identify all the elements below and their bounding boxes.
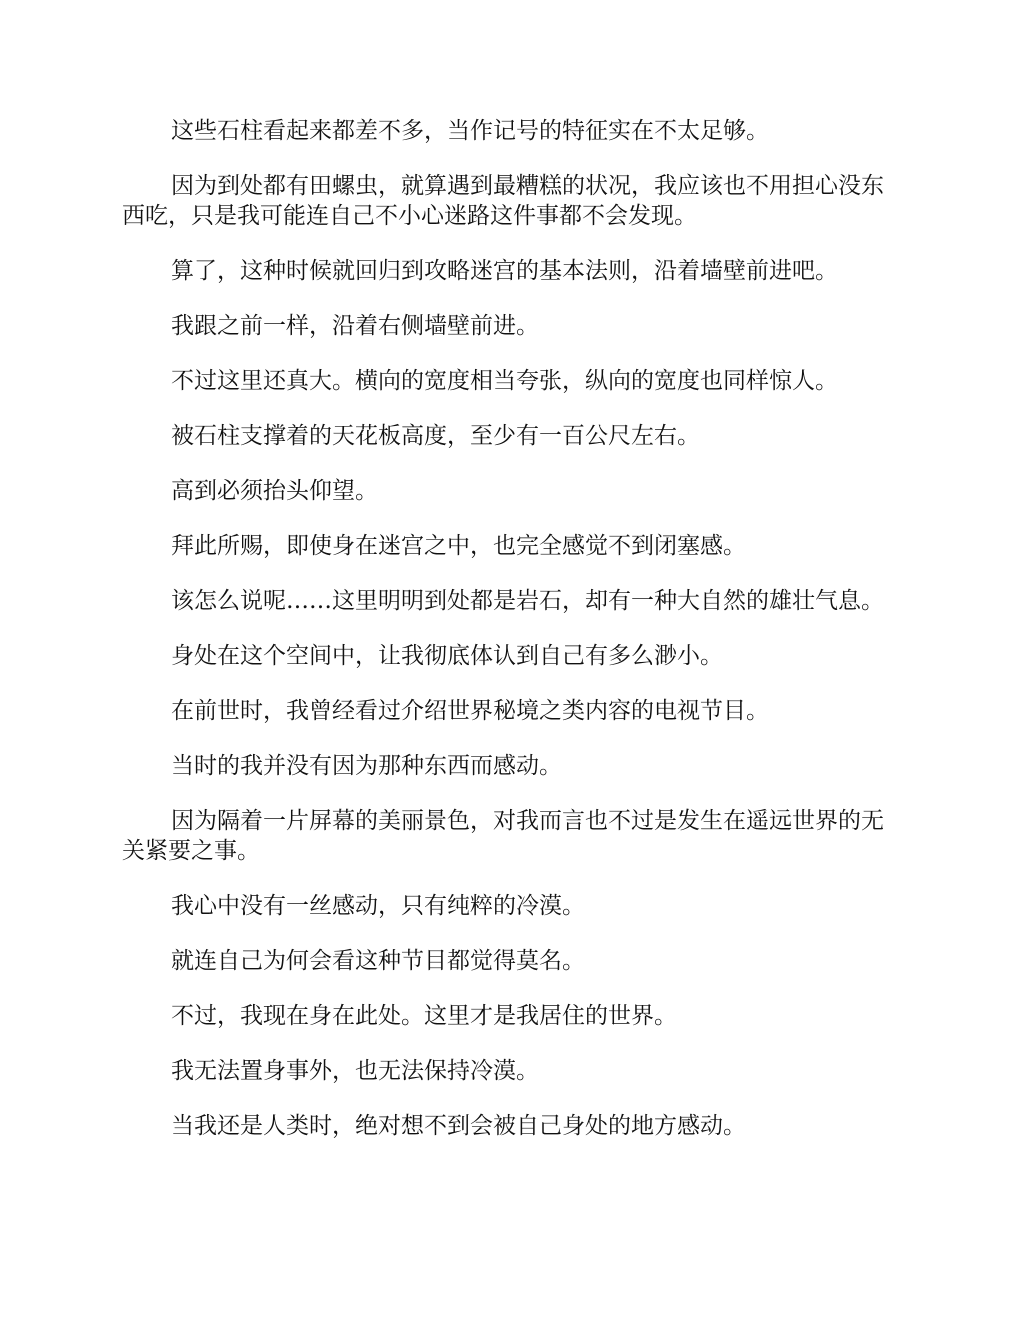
paragraph: 不过这里还真大。横向的宽度相当夸张，纵向的宽度也同样惊人。	[171, 368, 838, 394]
paragraph: 在前世时，我曾经看过介绍世界秘境之类内容的电视节目。	[171, 698, 769, 724]
paragraph: 算了，这种时候就回归到攻略迷宫的基本法则，沿着墙壁前进吧。	[171, 258, 838, 284]
paragraph: 不过，我现在身在此处。这里才是我居住的世界。	[171, 1003, 677, 1029]
paragraph: 当时的我并没有因为那种东西而感动。	[171, 753, 562, 779]
paragraph: 被石柱支撑着的天花板高度，至少有一百公尺左右。	[171, 423, 700, 449]
paragraph: 该怎么说呢……这里明明到处都是岩石，却有一种大自然的雄壮气息。	[171, 588, 884, 614]
paragraph: 身处在这个空间中，让我彻底体认到自己有多么渺小。	[171, 643, 723, 669]
paragraph: 当我还是人类时，绝对想不到会被自己身处的地方感动。	[171, 1113, 746, 1139]
paragraph: 我心中没有一丝感动，只有纯粹的冷漠。	[171, 893, 585, 919]
paragraph: 因为隔着一片屏幕的美丽景色，对我而言也不过是发生在遥远世界的无关紧要之事。	[122, 808, 884, 864]
paragraph: 这些石柱看起来都差不多，当作记号的特征实在不太足够。	[171, 118, 769, 144]
paragraph: 高到必须抬头仰望。	[171, 478, 378, 504]
document-page	[122, 116, 898, 1166]
paragraph: 我无法置身事外，也无法保持冷漠。	[171, 1058, 539, 1084]
paragraph: 就连自己为何会看这种节目都觉得莫名。	[171, 948, 585, 974]
paragraph: 我跟之前一样，沿着右侧墙壁前进。	[171, 313, 539, 339]
paragraph: 因为到处都有田螺虫，就算遇到最糟糕的状况，我应该也不用担心没东西吃，只是我可能连自己不小心迷路这件事都不会发现。	[122, 173, 884, 229]
paragraph: 拜此所赐，即使身在迷宫之中，也完全感觉不到闭塞感。	[171, 533, 746, 559]
